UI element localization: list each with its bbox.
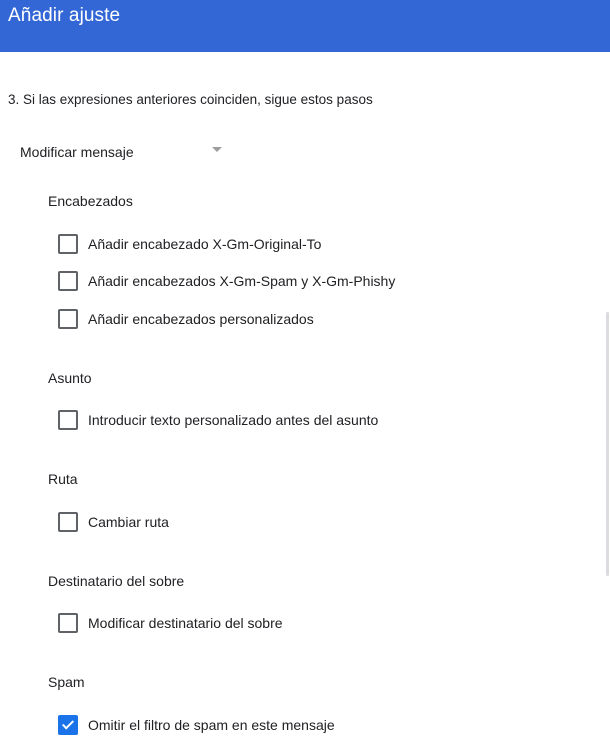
dialog-header <box>0 0 610 52</box>
action-dropdown[interactable] <box>20 141 230 163</box>
checkbox-change-route[interactable] <box>58 512 78 532</box>
section-title-ruta: Ruta <box>48 471 78 487</box>
action-dropdown-value: Modificar mensaje <box>20 144 134 160</box>
checkbox-change-envelope-recipient[interactable] <box>58 613 78 633</box>
section-title-asunto: Asunto <box>48 370 92 386</box>
vertical-scrollbar[interactable] <box>606 312 609 576</box>
option-label: Omitir el filtro de spam en este mensaje <box>88 717 335 733</box>
checkbox-x-gm-original-to[interactable] <box>58 234 78 254</box>
section-title-encabezados: Encabezados <box>48 193 133 209</box>
option-label: Añadir encabezados personalizados <box>88 311 314 327</box>
option-label: Añadir encabezado X-Gm-Original-To <box>88 236 322 252</box>
option-label: Modificar destinatario del sobre <box>88 615 283 631</box>
step-3-title: 3. Si las expresiones anteriores coinciden, sigue estos pasos <box>8 92 373 107</box>
checkbox-x-gm-spam-phishy[interactable] <box>58 271 78 291</box>
checkbox-custom-headers[interactable] <box>58 309 78 329</box>
option-label: Introducir texto personalizado antes del asunto <box>88 412 379 428</box>
option-label: Cambiar ruta <box>88 514 169 530</box>
option-label: Añadir encabezados X-Gm-Spam y X-Gm-Phishy <box>88 273 396 289</box>
section-title-spam: Spam <box>48 674 85 690</box>
dropdown-caret-icon <box>212 147 222 152</box>
dialog-title: Añadir ajuste <box>8 5 121 26</box>
checkbox-bypass-spam-filter[interactable] <box>58 715 78 735</box>
checkbox-prepend-subject[interactable] <box>58 410 78 430</box>
section-title-destinatario: Destinatario del sobre <box>48 573 185 589</box>
